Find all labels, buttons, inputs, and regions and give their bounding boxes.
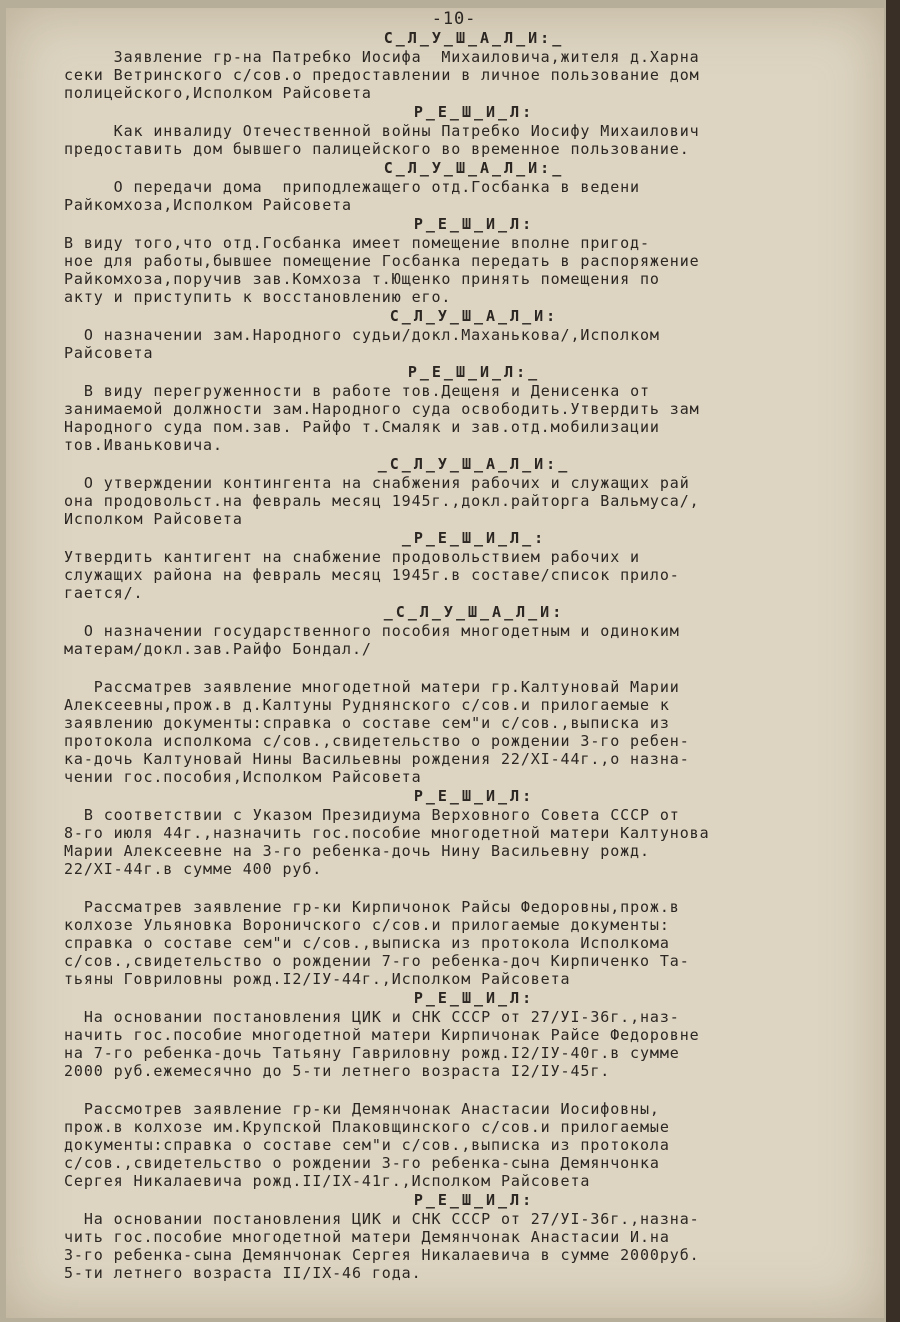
- section-paragraph: Утвердить кантигент на снабжение продовольствием рабочих и служащих района на февраль месяц 1945г.в составе/список прило- гается/.: [64, 548, 680, 602]
- section-heading: _С_Л_У_Ш_А_Л_И:: [383, 603, 565, 621]
- section-paragraph: Заявление гр-на Патребко Иосифа Михаиловича,жителя д.Харна секи Ветринского с/сов.о предоставлении в личное пользование дом полицейского,Исполком Райсовета: [64, 48, 700, 102]
- section-paragraph: На основании постановления ЦИК и СНК СССР от 27/УI-36г.,назна- чить гос.пособие многодетной матери Демянчонак Анастасии И.на 3-го ребенка-сына Демянчонак Сергея Никалаевича в сумме 2000руб. 5-ти летнего возраста II/IХ-46 года.: [64, 1210, 700, 1282]
- section-heading: Р_Е_Ш_И_Л:: [413, 103, 535, 121]
- section-heading: С_Л_У_Ш_А_Л_И:: [389, 307, 559, 325]
- page-number: -10-: [431, 9, 477, 29]
- section-heading: С_Л_У_Ш_А_Л_И:_: [383, 159, 565, 177]
- section-paragraph: О назначении зам.Народного судьи/докл.Маханькова/,Исполком Райсовета: [64, 326, 660, 362]
- section-paragraph: Как инвалиду Отечественной войны Патребко Иосифу Михаилович предоставить дом бывшего палицейского во временное пользование.: [64, 122, 700, 158]
- section-paragraph: В виду перегруженности в работе тов.Дещеня и Денисенка от занимаемой должности зам.Народного суда освободить.Утвердить зам Народного суда пом.зав. Райфо т.Смаляк и зав.отд.мобилизации тов.Иваньковича.: [64, 382, 700, 454]
- section-paragraph: Рассматрев заявление многодетной матери гр.Калтуновай Марии Алексеевны,прож.в д.Калтуны Руднянского с/сов.и прилогаемые к заявлению документы:справка о составе сем"и с/сов.,выписка из протокола исполкома с/сов.,свидетельство о рождении 3-го ребен- ка-дочь Калтуновай Нины Васильевны рождения 22/XI-44г.,о назна- чении гос.пособия,Исполком Райсовета: [64, 678, 690, 786]
- section-gap: [64, 1080, 884, 1100]
- section-paragraph: О передачи дома приподлежащего отд.Госбанка в ведени Райкомхоза,Исполком Райсовета: [64, 178, 640, 214]
- section-heading: Р_Е_Ш_И_Л:_: [407, 363, 541, 381]
- section-paragraph: На основании постановления ЦИК и СНК СССР от 27/УI-36г.,наз- начить гос.пособие многодетной матери Кирпичонак Райсе Федоровне на 7-го ребенка-дочь Татьяну Гавриловну рожд.I2/IУ-40г.в сумме 2000 руб.ежемесячно до 5-ти летнего возраста I2/IУ-45г.: [64, 1008, 700, 1080]
- section-paragraph: В соответствии с Указом Президиума Верховного Совета СССР от 8-го июля 44г.,назначить гос.пособие многодетной матери Калтунова Марии Алексеевне на 3-го ребенка-дочь Нину Васильевну рожд. 22/XI-44г.в сумме 400 руб.: [64, 806, 710, 878]
- section-paragraph: О назначении государственного пособия многодетным и одиноким матерам/докл.зав.Райфо Бондал./: [64, 622, 680, 658]
- section-paragraph: О утверждении контингента на снабжения рабочих и служащих рай она продовольст.на февраль месяц 1945г.,докл.райторга Вальмуса/, Исполком Райсовета: [64, 474, 700, 528]
- section-heading: Р_Е_Ш_И_Л:: [413, 1191, 535, 1209]
- section-paragraph: Рассмотрев заявление гр-ки Демянчонак Анастасии Иосифовны, прож.в колхозе им.Крупской Плаковщинского с/сов.и прилогаемые документы:справка о составе сем"и с/сов.,выписка из протокола с/сов.,свидетельство о рождении 3-го ребенка-сына Демянчонка Сергея Никалаевича рожд.II/IХ-41г.,Исполком Райсовета: [64, 1100, 670, 1190]
- section-paragraph: В виду того,что отд.Госбанка имеет помещение вполне пригод- ное для работы,бывшее помещение Госбанка передать в распоряжение Райкомхоза,поручив зав.Комхоза т.Ющенко принять помещения по акту и приступить к восстановлению его.: [64, 234, 700, 306]
- section-heading: _Р_Е_Ш_И_Л_:: [401, 529, 547, 547]
- section-heading: _С_Л_У_Ш_А_Л_И:_: [377, 455, 571, 473]
- section-paragraph: Рассматрев заявление гр-ки Кирпичонок Райсы Федоровны,прож.в колхозе Ульяновка Вороничского с/сов.и прилогаемые документы: справка о составе сем"и с/сов.,выписка из протокола Исполкома с/сов.,свидетельство о рождении 7-го ребенка-доч Кирпиченко Та- тьяны Говриловны рожд.I2/IУ-44г.,Исполком Райсовета: [64, 898, 690, 988]
- binding-edge: [886, 0, 900, 1322]
- section-gap: [64, 878, 884, 898]
- section-gap: [64, 658, 884, 678]
- section-heading: С_Л_У_Ш_А_Л_И:_: [383, 29, 565, 47]
- section-heading: Р_Е_Ш_И_Л:: [413, 989, 535, 1007]
- section-heading: Р_Е_Ш_И_Л:: [413, 215, 535, 233]
- protocol-sections: [64, 29, 884, 1282]
- section-heading: Р_Е_Ш_И_Л:: [413, 787, 535, 805]
- document-body: [64, 10, 884, 1282]
